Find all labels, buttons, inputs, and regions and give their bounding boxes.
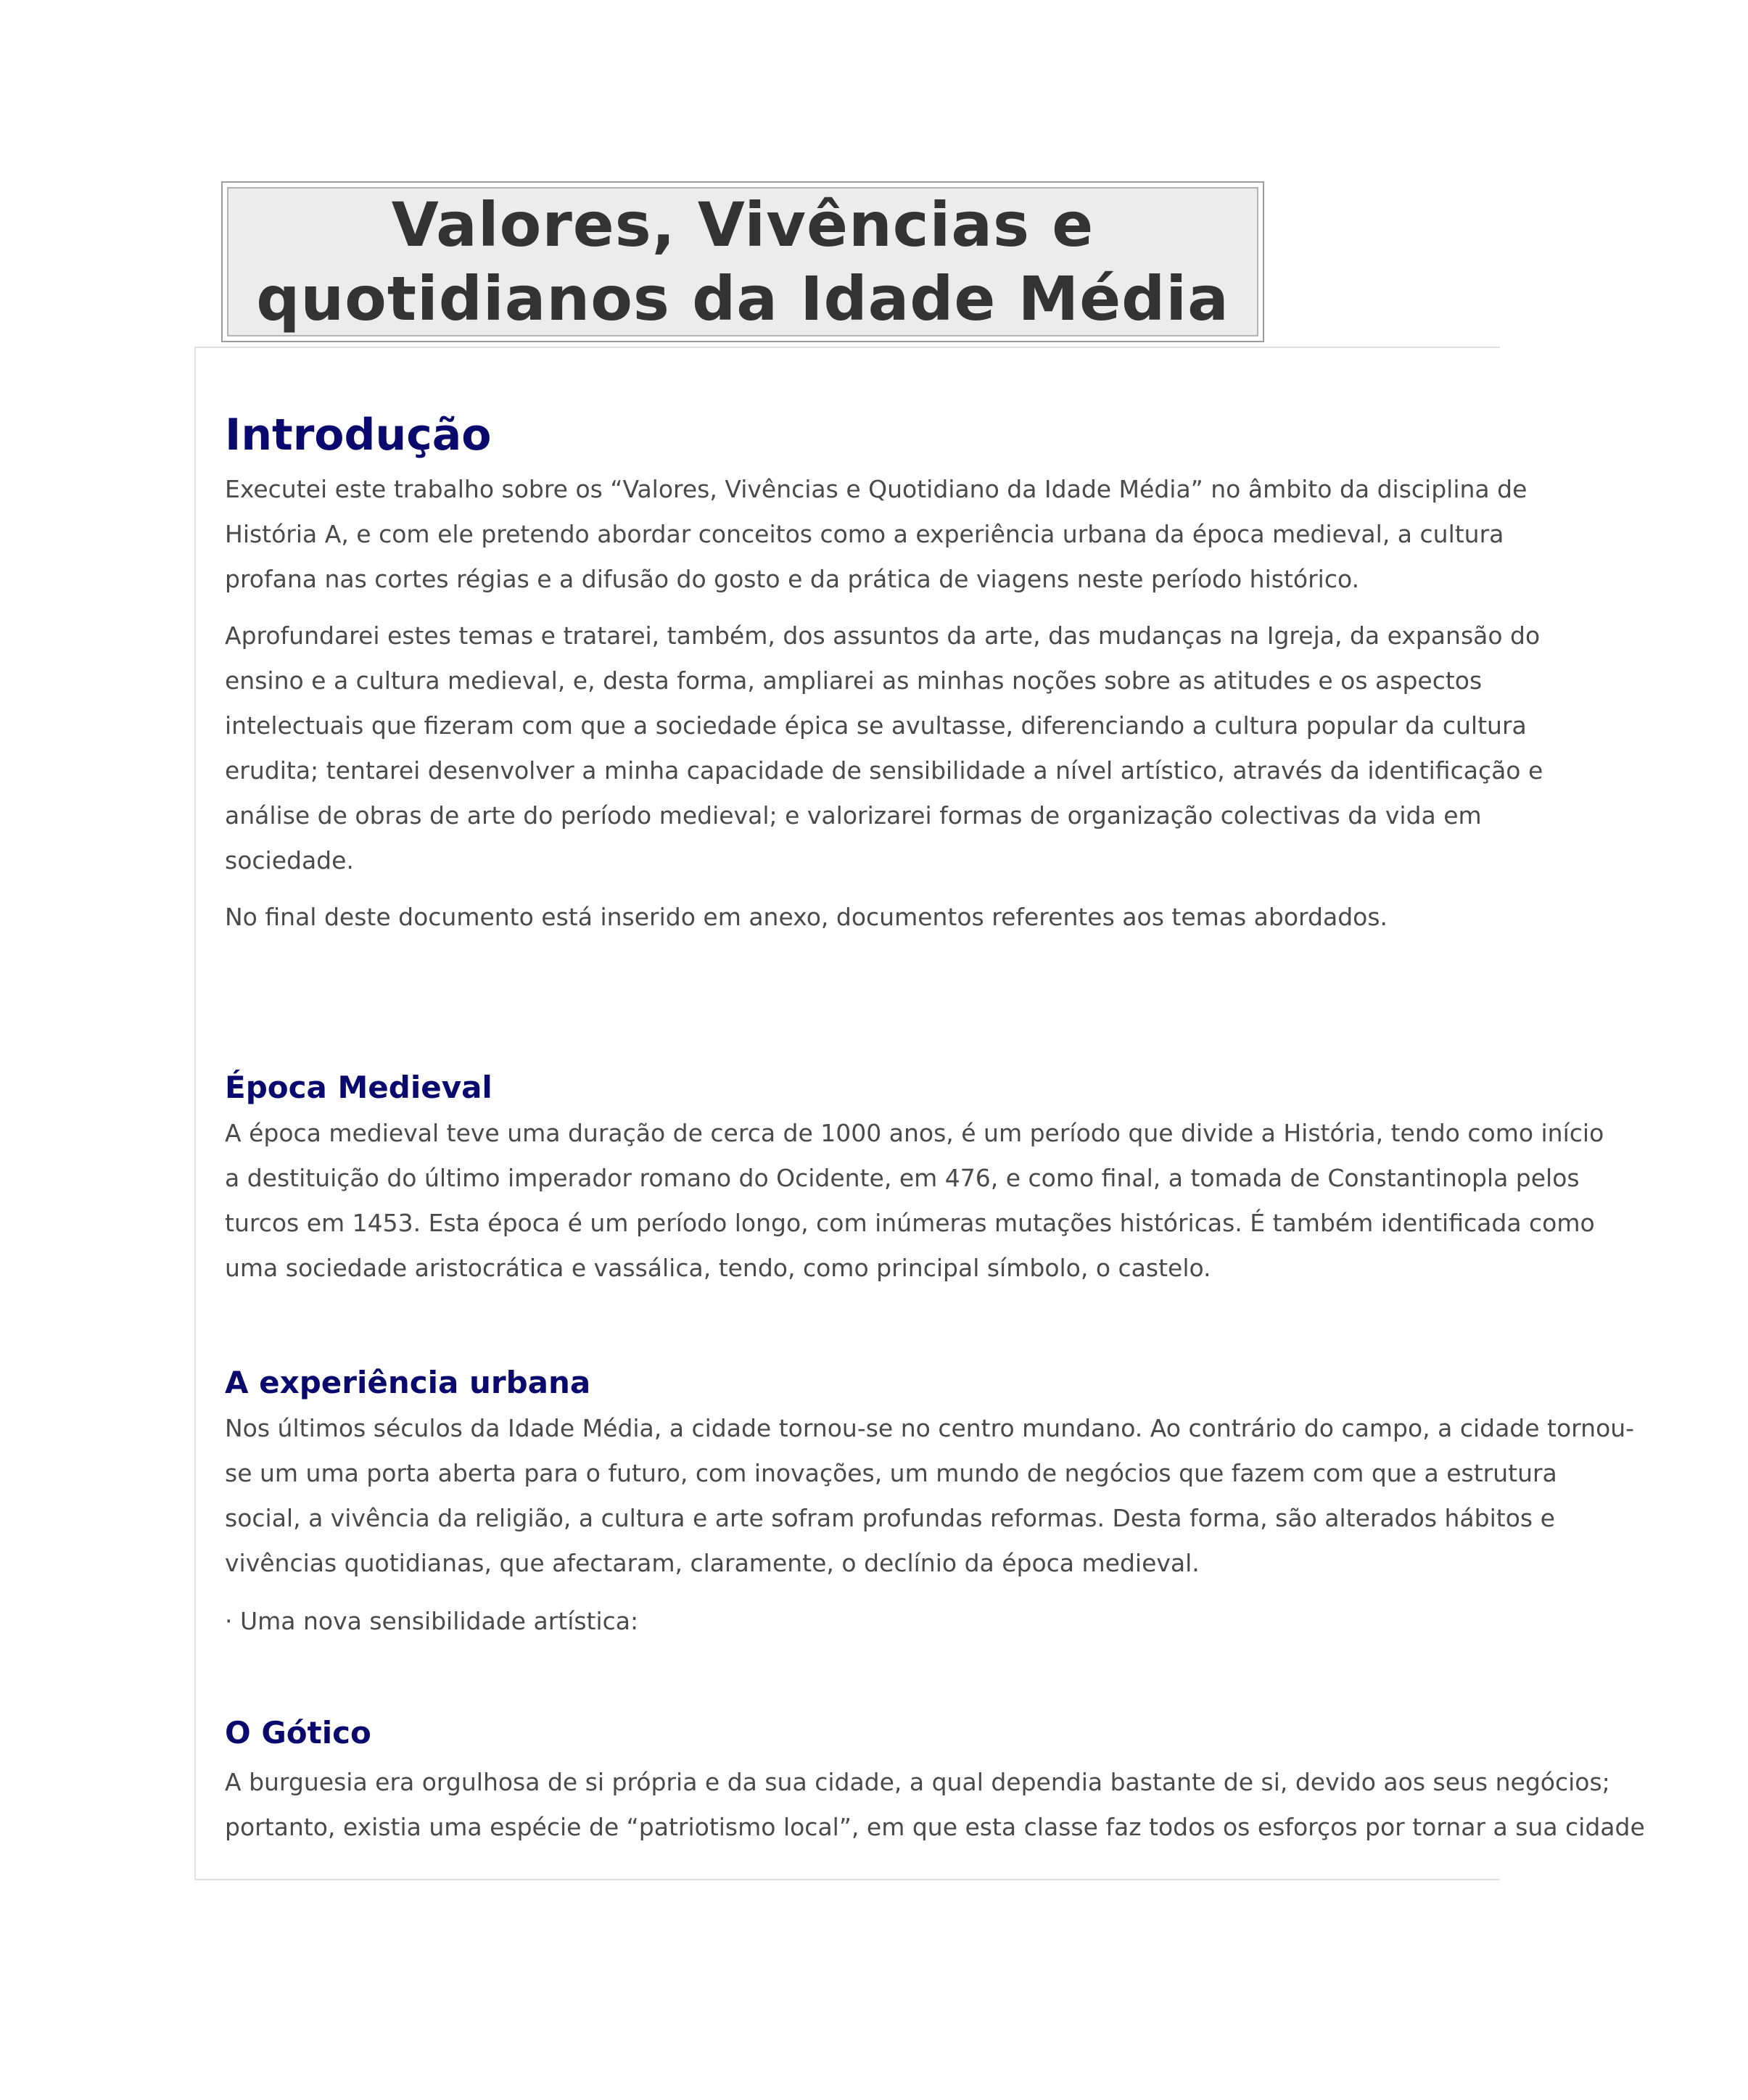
paragraph-line: profana nas cortes régias e a difusão do gosto e da prática de viagens neste período histórico. xyxy=(225,565,1360,593)
paragraph-line: social, a vivência da religião, a cultura e arte sofram profundas reformas. Desta forma, são alterados hábitos e xyxy=(225,1504,1555,1532)
paragraph-line: História A, e com ele pretendo abordar conceitos como a experiência urbana da época medieval, a cultura xyxy=(225,520,1504,548)
document-title xyxy=(256,188,1229,336)
paragraph-line: Executei este trabalho sobre os “Valores, Vivências e Quotidiano da Idade Média” no âmbito da disciplina de xyxy=(225,475,1528,503)
paragraph-line: Nos últimos séculos da Idade Média, a cidade tornou-se no centro mundano. Ao contrário do campo, a cidade tornou- xyxy=(225,1414,1635,1442)
paragraph-line: Aprofundarei estes temas e tratarei, também, dos assuntos da arte, das mudanças na Igreja, da expansão do xyxy=(225,621,1541,650)
paragraph-line: uma sociedade aristocrática e vassálica, tendo, como principal símbolo, o castelo. xyxy=(225,1254,1211,1282)
paragraph-line: portanto, existia uma espécie de “patriotismo local”, em que esta classe faz todos os esforços por tornar a sua cidade xyxy=(225,1813,1645,1841)
paragraph-line: No final deste documento está inserido em anexo, documentos referentes aos temas abordados. xyxy=(225,903,1388,931)
heading-experiencia-urbana: A experiência urbana xyxy=(225,1365,591,1400)
paragraph-line: intelectuais que fizeram com que a sociedade épica se avultasse, diferenciando a cultura popular da cultura xyxy=(225,711,1527,740)
title-box xyxy=(221,181,1264,342)
paragraph-line: ensino e a cultura medieval, e, desta forma, ampliarei as minhas noções sobre as atitudes e os aspectos xyxy=(225,666,1483,695)
heading-gotico: O Gótico xyxy=(225,1715,371,1750)
title-line-2: quotidianos da Idade Média xyxy=(256,263,1229,334)
bullet-item: · Uma nova sensibilidade artística: xyxy=(225,1607,639,1635)
heading-introducao: Introdução xyxy=(225,410,492,460)
paragraph-line: se um uma porta aberta para o futuro, com inovações, um mundo de negócios que fazem com que a estrutura xyxy=(225,1459,1557,1487)
paragraph-line: erudita; tentarei desenvolver a minha capacidade de sensibilidade a nível artístico, através da identificação e xyxy=(225,756,1543,785)
title-line-1: Valores, Vivências e xyxy=(391,189,1094,260)
heading-epoca-medieval: Época Medieval xyxy=(225,1070,492,1105)
paragraph-line: a destituição do último imperador romano do Ocidente, em 476, e como final, a tomada de Constantinopla pelos xyxy=(225,1164,1580,1192)
paragraph-line: A época medieval teve uma duração de cerca de 1000 anos, é um período que divide a História, tendo como início xyxy=(225,1119,1604,1147)
paragraph-line: A burguesia era orgulhosa de si própria e da sua cidade, a qual dependia bastante de si, devido aos seus negócios; xyxy=(225,1768,1610,1796)
title-inner xyxy=(227,187,1258,336)
content-panel xyxy=(194,347,1645,1880)
paragraph-line: análise de obras de arte do período medieval; e valorizarei formas de organização colectivas da vida em xyxy=(225,801,1482,830)
paragraph-line: sociedade. xyxy=(225,846,354,875)
paragraph-line: vivências quotidianas, que afectaram, claramente, o declínio da época medieval. xyxy=(225,1549,1200,1577)
paragraph-line: turcos em 1453. Esta época é um período longo, com inúmeras mutações históricas. É também identificada como xyxy=(225,1209,1595,1237)
